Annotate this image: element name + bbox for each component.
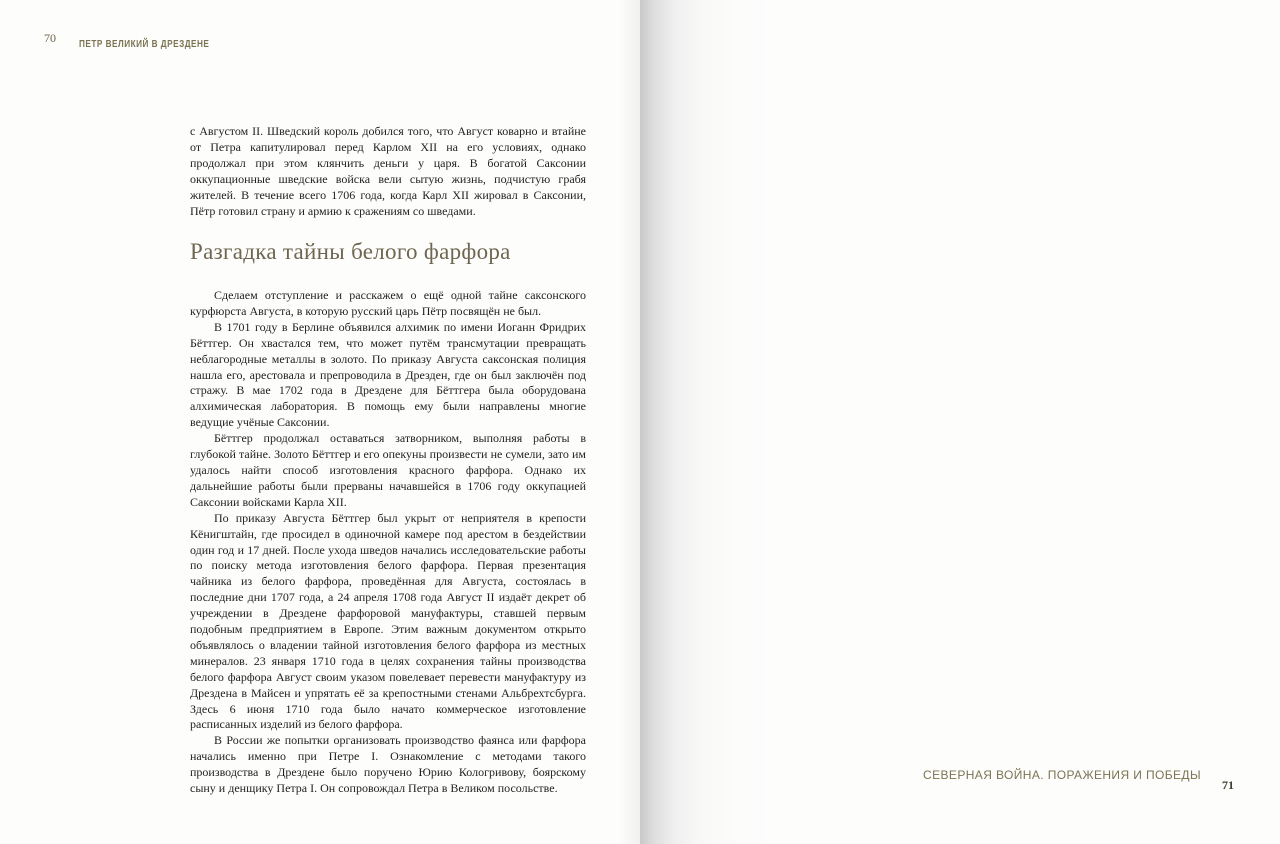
left-running-head: ПЕТР ВЕЛИКИЙ В ДРЕЗДЕНЕ bbox=[79, 39, 210, 50]
right-page bbox=[640, 0, 1280, 844]
left-paragraph: Бёттгер продолжал оставаться затворником, выполняя работы в глубокой тайне. Золото Бёттгер и его опекуны произвести не сумели, зато им удалось найти способ изготовления красного фарфора. Однако их дальнейшие работы были прерваны начавшейся в 1706 году оккупацией Саксонии войсками Карла XII. bbox=[190, 431, 586, 509]
left-paragraph: В 1701 году в Берлине объявился алхимик по имени Иоганн Фридрих Бёттгер. Он хвастался тем, что может путём трансмутации превращать неблагородные металлы в золото. По приказу Августа саксонская полиция нашла его, арестовала и препроводила в Дрезден, где он был заключён под стражу. В мае 1702 года в Дрездене для Бёттгера была оборудована алхимическая лаборатория. В помощь ему были направлены многие ведущие учёные Саксонии. bbox=[190, 319, 586, 430]
left-main-column bbox=[190, 288, 586, 797]
left-section-heading: Разгадка тайны белого фарфора bbox=[190, 239, 511, 264]
left-intro-paragraph: с Августом II. Шведский король добился того, что Август коварно и втайне от Петра капитулировал перед Карлом XII на его условиях, однако продолжал при этом клянчить деньги у царя. В богатой Саксонии оккупационные шведские войска вели сытую жизнь, подчистую грабя жителей. В течение всего 1706 года, когда Карл XII жировал в Саксонии, Пётр готовил страну и армию к сражениям со шведами. bbox=[190, 124, 586, 218]
right-page-number: 71 bbox=[1222, 778, 1234, 792]
left-paragraph: Сделаем отступление и расскажем о ещё одной тайне саксонского курфюрста Августа, в которую русский царь Пётр посвящён не был. bbox=[190, 288, 586, 318]
right-running-head: СЕВЕРНАЯ ВОЙНА. ПОРАЖЕНИЯ И ПОБЕДЫ bbox=[923, 768, 1201, 782]
left-intro-column bbox=[190, 124, 586, 219]
left-paragraph: В России же попытки организовать производство фаянса или фарфора начались именно при Петре I. Ознакомление с методами такого производства в Дрездене было поручено Юрию Кологривову, боярскому сыну и денщику Петра I. Он сопровождал Петра в Великом посольстве. bbox=[190, 733, 586, 796]
left-paragraph: По приказу Августа Бёттгер был укрыт от неприятеля в крепости Кёнигштайн, где просидел в одиночной камере под арестом в бездействии один год и 17 дней. После ухода шведов начались исследовательские работы по поиску метода изготовления белого фарфора. Первая презентация чайника из белого фарфора, проведённая для Августа, состоялась в последние дни 1707 года, а 24 апреля 1708 года Август II издаёт декрет об учреждении в Дрездене фарфоровой мануфактуры, ставшей первым подобным предприятием в Европе. Этим важным документом открыто объявлялось о владении тайной изготовления белого фарфора из местных минералов. 23 января 1710 года в целях сохранения тайны производства белого фарфора Август своим указом повелевает перевести мануфактуру из Дрездена в Майсен и упрятать её за крепостными стенами Альбрехтсбурга. Здесь 6 июня 1710 года было начато коммерческое изготовление расписанных изделий из белого фарфора. bbox=[190, 510, 586, 732]
left-page-number: 70 bbox=[44, 31, 56, 45]
